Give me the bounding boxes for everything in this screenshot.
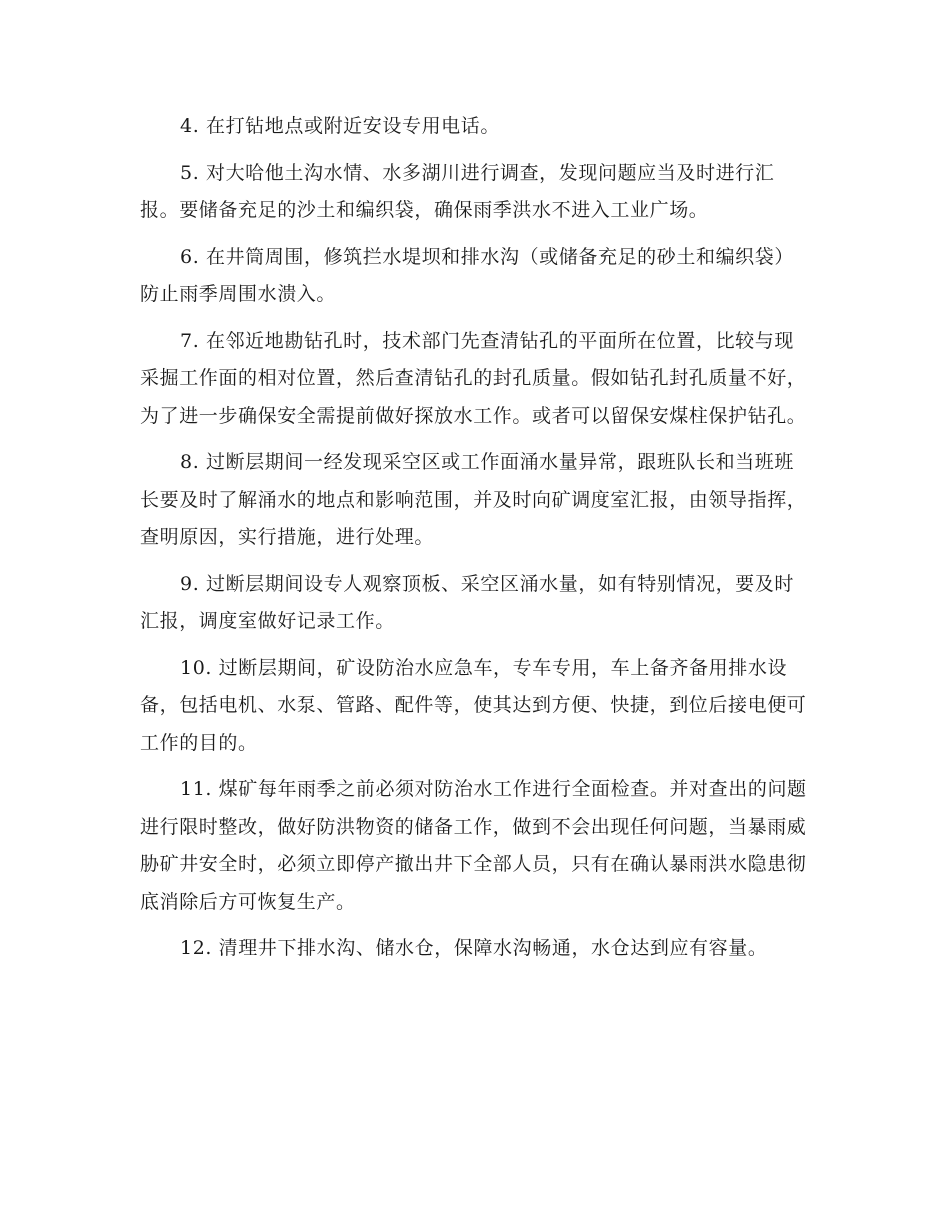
paragraph-item-6: 6. 在井筒周围，修筑拦水堤坝和排水沟（或储备充足的砂土和编织袋）防止雨季周围水溃入。	[140, 245, 794, 305]
paragraph-item-12: 12. 清理井下排水沟、储水仓，保障水沟畅通，水仓达到应有容量。	[180, 937, 768, 959]
paragraph-item-10: 10. 过断层期间，矿设防治水应急车，专车专用，车上备齐备用排水设备，包括电机、水泵、管路、配件等，使其达到方便、快捷，到位后接电便可工作的目的。	[140, 656, 807, 754]
document-body	[140, 108, 810, 977]
paragraph-item-4: 4. 在打钻地点或附近安设专用电话。	[180, 115, 500, 137]
paragraph-item-8: 8. 过断层期间一经发现采空区或工作面涌水量异常，跟班队长和当班班长要及时了解涌水的地点和影响范围，并及时向矿调度室汇报，由领导指挥，查明原因，实行措施，进行处理。	[140, 451, 807, 548]
paragraph-item-5: 5. 对大哈他土沟水情、水多湖川进行调查，发现问题应当及时进行汇报。要储备充足的沙土和编织袋，确保雨季洪水不进入工业广场。	[140, 161, 775, 221]
paragraph-item-9: 9. 过断层期间设专人观察顶板、采空区涌水量，如有特别情况，要及时汇报，调度室做好记录工作。	[140, 572, 794, 632]
paragraph-item-11: 11. 煤矿每年雨季之前必须对防治水工作进行全面检查。并对查出的问题进行限时整改，做好防洪物资的储备工作，做到不会出现任何问题，当暴雨威胁矿井安全时，必须立即停产撤出井下全部人员，只有在确认暴雨洪水隐患彻底消除后方可恢复生产。	[140, 778, 807, 913]
paragraph-item-7: 7. 在邻近地勘钻孔时，技术部门先查清钻孔的平面所在位置，比较与现采掘工作面的相对位置，然后查清钻孔的封孔质量。假如钻孔封孔质量不好，为了进一步确保安全需提前做好探放水工作。或者可以留保安煤柱保护钻孔。	[140, 329, 807, 427]
